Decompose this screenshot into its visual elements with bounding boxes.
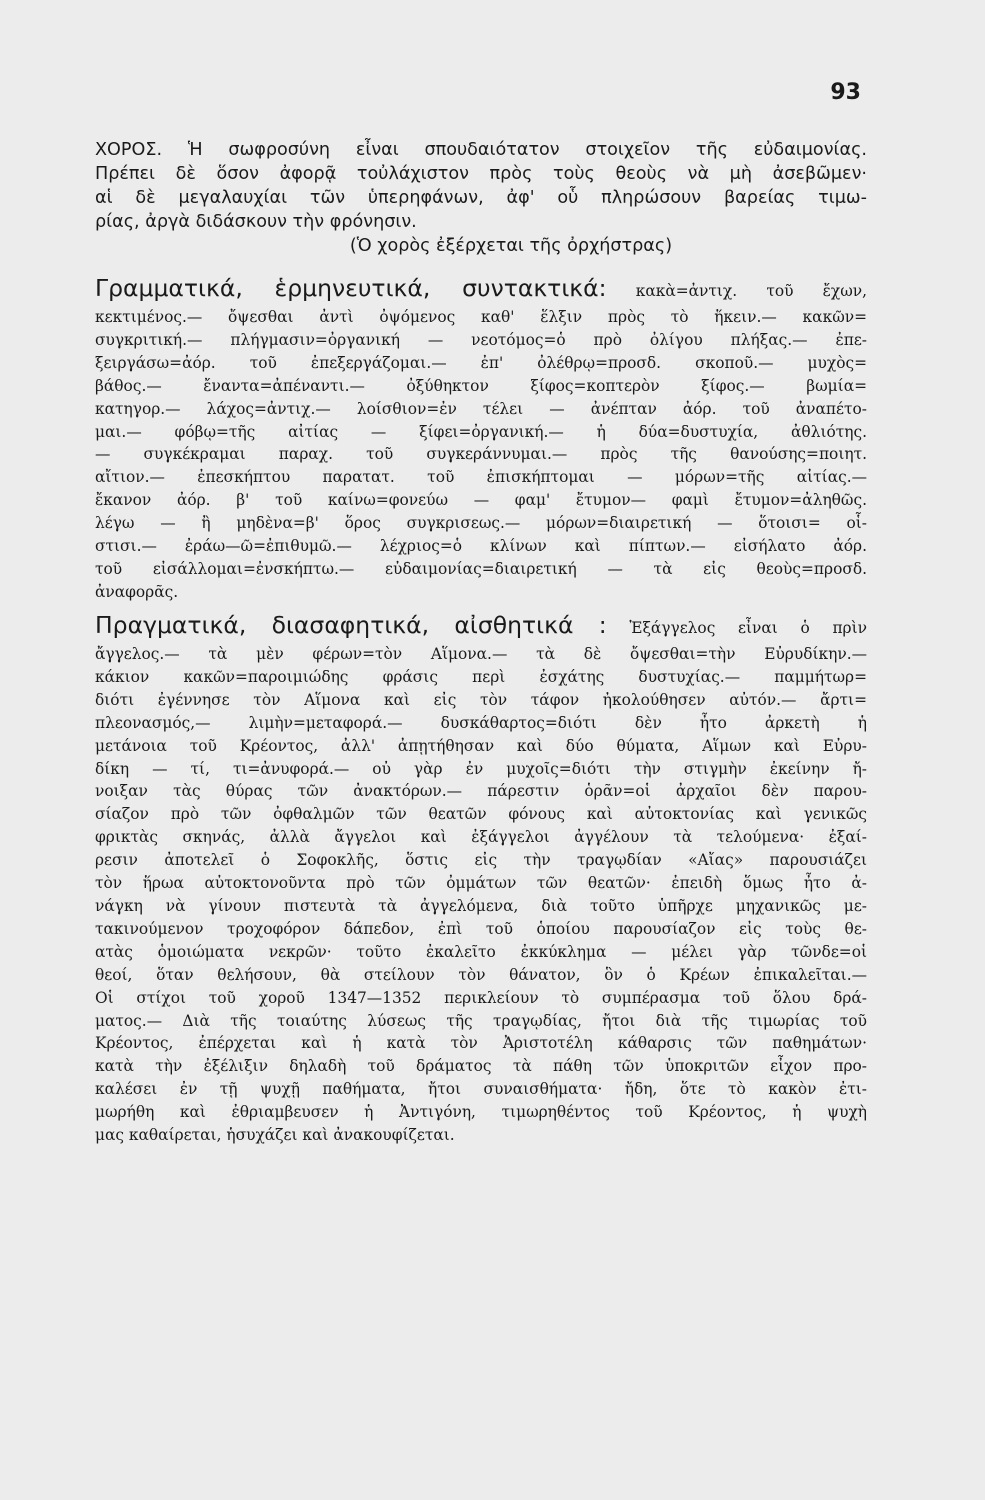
section-line: Ἐξάγγελος εἶναι ὁ πρὶν xyxy=(629,619,867,637)
chorus-line: αἱ δὲ μεγαλαυχίαι τῶν ὑπερηφάνων, ἀφ' οὗ πληρώσουν βαρείας τιμω- xyxy=(95,188,867,208)
section-line: τακινούμενον τροχοφόρον δάπεδον, ἐπὶ τοῦ ὁποίου παρουσίαζον εἰς τοὺς θε- xyxy=(95,919,867,938)
section-line: ἀναφορᾶς. xyxy=(95,582,179,601)
section-line: ξειργάσω=ἀόρ. τοῦ ἐπεξεργάζομαι.— ἐπ' ὀλέθρῳ=προσδ. σκοποῦ.— μυχὸς= xyxy=(95,353,867,372)
section-line: κατηγορ.— λάχος=ἀντιχ.— λοίσθιον=ἐν τέλει — ἀνέπταν ἀόρ. τοῦ ἀναπέτο- xyxy=(95,399,867,418)
section-line: δίκη — τί, τι=ἀνυφορά.— οὐ γὰρ ἐν μυχοῖς=διότι τὴν στιγμὴν ἐκείνην ἤ- xyxy=(95,759,867,778)
section-line: λέγω — ἢ μηδὲνα=β' ὅρος συγκρισεως.— μόρων=διαιρετική — ὅτοισι= οἷ- xyxy=(95,514,867,533)
section-line: ατὰς ὁμοιώματα νεκρῶν· τοῦτο ἐκαλεῖτο ἐκκύκλημα — μέλει γὰρ τῶνδε=οἱ xyxy=(95,942,867,961)
chorus-line: Πρέπει δὲ ὅσον ἀφορᾷ τοὐλάχιστον πρὸς τοὺς θεοὺς νὰ μὴ ἀσεβῶμεν· xyxy=(95,164,867,184)
section-line: βάθος.— ἔναντα=ἀπέναντι.— ὀξύθηκτον ξίφος=κοπτερὸν ξίφος.— βωμία= xyxy=(95,376,867,395)
section-line: κάκιον κακῶν=παροιμιώδης φράσις περὶ ἐσχάτης δυστυχίας.— παμμήτωρ= xyxy=(95,667,867,686)
pragmatics-first-line xyxy=(95,610,867,643)
section-line: καλέσει ἐν τῇ ψυχῇ παθήματα, ἤτοι συναισθήματα· ἤδη, ὅτε τὸ κακὸν ἐτι- xyxy=(95,1080,867,1099)
stage-direction: (Ὁ χορὸς ἐξέρχεται τῆς ὀρχήστρας) xyxy=(349,236,673,256)
grammar-heading: Γραμματικά, ἑρμηνευτικά, συντακτικά: xyxy=(95,274,607,302)
section-line: τοῦ εἰσάλλομαι=ἐνσκήπτω.— εὐδαιμονίας=διαιρετική — τὰ εἰς θεοὺς=προσδ. xyxy=(95,559,867,578)
section-line: νοιξαν τὰς θύρας τῶν ἀνακτόρων.— πάρεστιν ὁρᾶν=οἱ ἀρχαῖοι δὲν παρου- xyxy=(95,782,867,801)
section-line: ἔκανον ἀόρ. β' τοῦ καίνω=φονεύω — φαμ' ἔτυμον— φαμὶ ἔτυμον=ἀληθῶς. xyxy=(95,491,867,510)
section-line: μαι.— φόβῳ=τῆς αἰτίας — ξίφει=ὀργανική.— ἡ δύα=δυστυχία, ἀθλιότης. xyxy=(95,422,867,441)
grammar-section xyxy=(95,273,867,604)
section-line: σίαζον πρὸ τῶν ὀφθαλμῶν τῶν θεατῶν φόνους καὶ αὐτοκτονίας καὶ γενικῶς xyxy=(95,805,867,824)
section-line: — συγκέκραμαι παραχ. τοῦ συγκεράννυμαι.— πρὸς τῆς θανούσης=ποιητ. xyxy=(95,445,867,464)
grammar-first-line xyxy=(95,273,867,306)
section-line: ματος.— Διὰ τῆς τοιαύτης λύσεως τῆς τραγῳδίας, ἤτοι διὰ τῆς τιμωρίας τοῦ xyxy=(95,1011,867,1030)
section-line: θεοί, ὅταν θελήσουν, θὰ στείλουν τὸν θάνατον, ὃν ὁ Κρέων ἐπικαλεῖται.— xyxy=(95,965,867,984)
section-line: μας καθαίρεται, ἡσυχάζει καὶ ἀνακουφίζεται. xyxy=(95,1126,455,1145)
section-line: φρικτὰς σκηνάς, ἀλλὰ ἄγγελοι καὶ ἐξάγγελοι ἀγγέλουν τὰ τελούμενα· ἐξαί- xyxy=(95,828,867,847)
section-line: κατὰ τὴν ἐξέλιξιν δηλαδὴ τοῦ δράματος τὰ πάθη τῶν ὑποκριτῶν εἶχον προ- xyxy=(95,1057,867,1076)
chorus-paragraph xyxy=(95,138,867,258)
section-line: νάγκη νὰ γίνουν πιστευτὰ τὰ ἀγγελόμενα, διὰ τοῦτο ὑπῆρχε μηχανικῶς με- xyxy=(95,896,867,915)
section-line: ρεσιν ἀποτελεῖ ὁ Σοφοκλῆς, ὅστις εἰς τὴν τραγῳδίαν «Αἴας» παρουσιάζει xyxy=(95,851,867,870)
section-line: στισι.— ἐράω—ῶ=ἐπιθυμῶ.— λέχριος=ὁ κλίνων καὶ πίπτων.— εἰσήλατο ἀόρ. xyxy=(95,537,867,556)
section-line: πλεονασμός,— λιμὴν=μεταφορά.— δυσκάθαρτος=διότι δὲν ἦτο ἀρκετὴ ἡ xyxy=(95,713,867,732)
chorus-line: ρίας, ἀργὰ διδάσκουν τὴν φρόνησιν. xyxy=(95,212,417,232)
section-line: μετάνοια τοῦ Κρέοντος, ἀλλ' ἀπῃτήθησαν καὶ δύο θύματα, Αἵμων καὶ Εὐρυ- xyxy=(95,736,867,755)
section-line: κακὰ=ἀντιχ. τοῦ ἔχων, xyxy=(635,282,867,300)
section-line: κεκτιμένος.— ὄψεσθαι ἀντὶ ὀψόμενος καθ' ἕλξιν πρὸς τὸ ἥκειν.— κακῶν= xyxy=(95,308,867,326)
section-line: τὸν ἥρωα αὐτοκτονοῦντα πρὸ τῶν ὀμμάτων τῶν θεατῶν· ἐπειδὴ ὅμως ἦτο ἀ- xyxy=(95,874,867,893)
page-number: 93 xyxy=(830,80,861,105)
section-line: ἄγγελος.— τὰ μὲν φέρων=τὸν Αἵμονα.— τὰ δὲ ὄψεσθαι=τὴν Εὐρυδίκην.— xyxy=(95,645,867,663)
section-line: Κρέοντος, ἐπέρχεται καὶ ἡ κατὰ τὸν Ἀριστοτέλη κάθαρσις τῶν παθημάτων· xyxy=(95,1034,867,1053)
section-line: συγκριτική.— πλήγμασιν=ὀργανική — νεοτόμος=ὁ πρὸ ὀλίγου πλήξας.— ἐπε- xyxy=(95,330,867,349)
pragmatics-heading: Πραγματικά, διασαφητικά, αἰσθητικά : xyxy=(95,611,607,639)
section-line: αἴτιον.— ἐπεσκήπτου παρατατ. τοῦ ἐπισκήπτομαι — μόρων=τῆς αἰτίας.— xyxy=(95,468,867,487)
section-line: διότι ἐγέννησε τὸν Αἵμονα καὶ εἰς τὸν τάφον ἠκολούθησεν αὐτόν.— ἄρτι= xyxy=(95,690,867,709)
pragmatics-section xyxy=(95,610,867,1147)
chorus-line: ΧΟΡΟΣ. Ἡ σωφροσύνη εἶναι σπουδαιότατον στοιχεῖον τῆς εὐδαιμονίας. xyxy=(95,140,867,160)
section-line: μωρήθη καὶ ἐθριαμβευσεν ἡ Ἀντιγόνη, τιμωρηθέντος τοῦ Κρέοντος, ἡ ψυχὴ xyxy=(95,1103,867,1122)
section-line: Οἱ στίχοι τοῦ χοροῦ 1347—1352 περικλείουν τὸ συμπέρασμα τοῦ ὅλου δρά- xyxy=(95,988,867,1007)
